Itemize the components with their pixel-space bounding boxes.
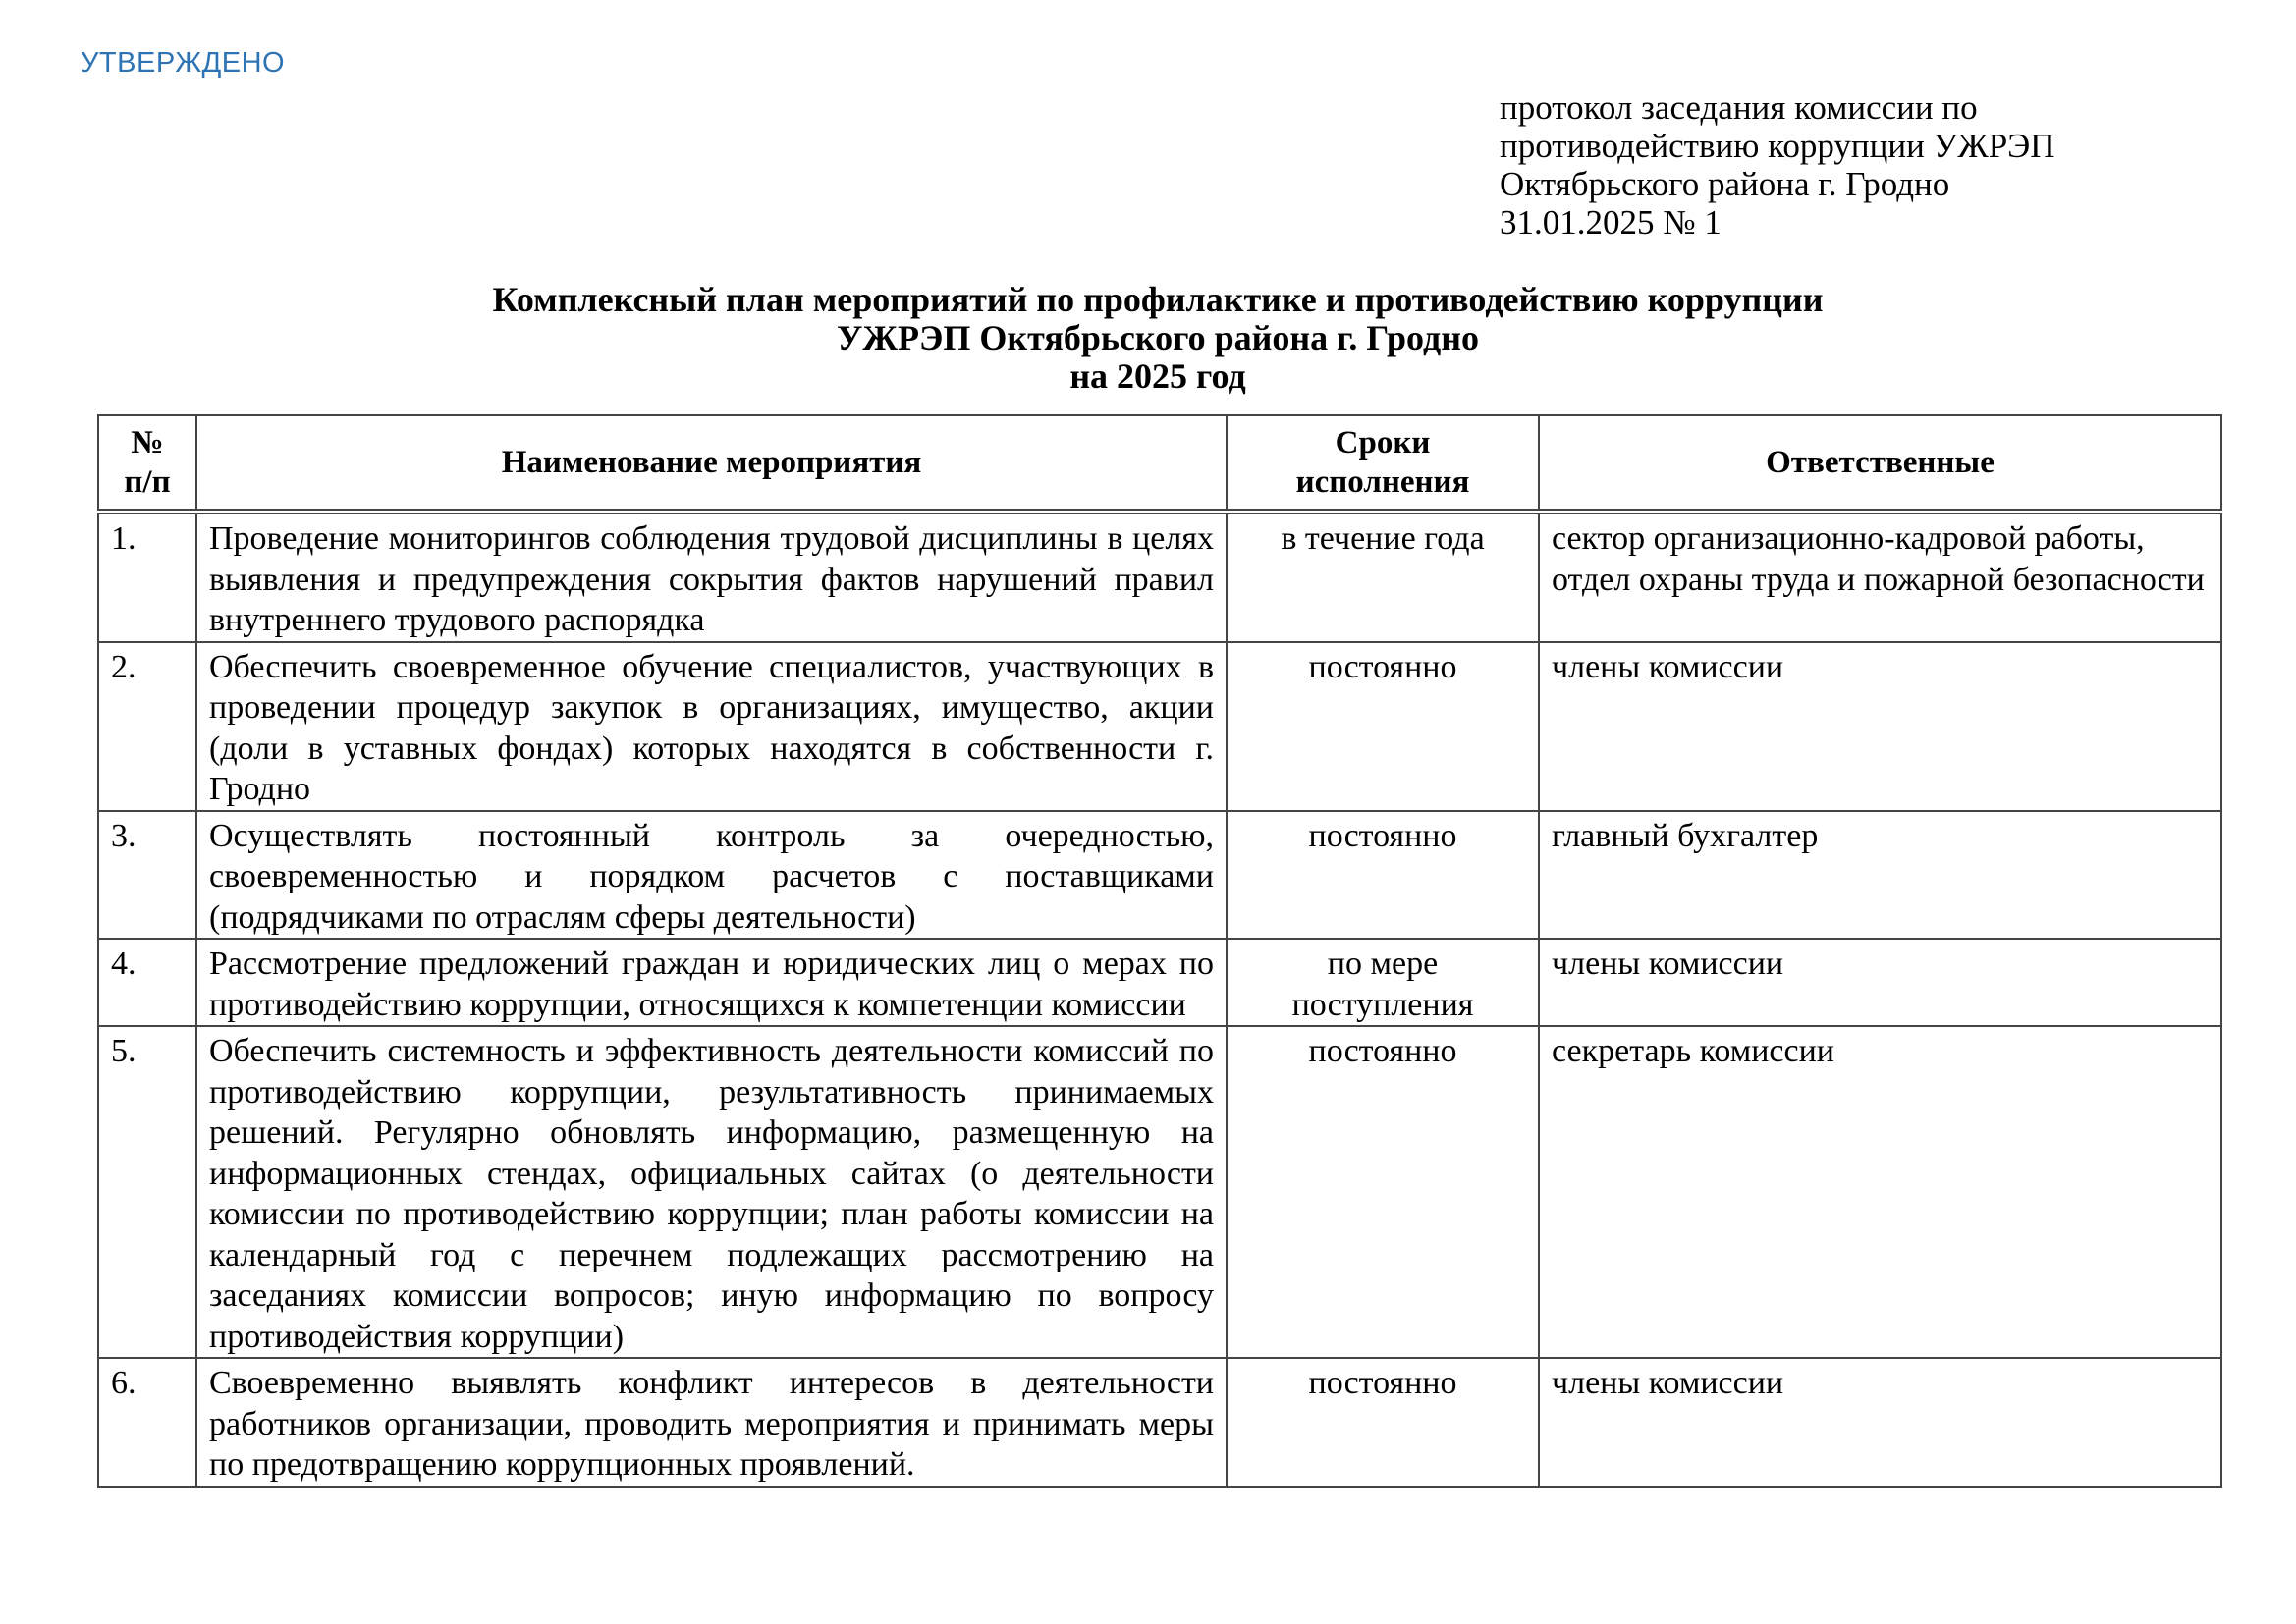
header-deadline-line: Сроки <box>1335 425 1431 460</box>
protocol-date-number: 31.01.2025 № 1 <box>1500 203 1722 242</box>
protocol-line: противодействию коррупции УЖРЭП <box>1500 127 2055 165</box>
title-line: Комплексный план мероприятий по профилактике и противодействию коррупции <box>492 280 1824 319</box>
row-deadline: постоянно <box>1227 811 1539 940</box>
row-deadline: постоянно <box>1227 642 1539 811</box>
row-deadline: постоянно <box>1227 1026 1539 1358</box>
row-deadline: постоянно <box>1227 1358 1539 1487</box>
header-number-line: № <box>131 425 164 460</box>
header-deadline <box>1227 415 1539 512</box>
row-deadline: в течение года <box>1227 512 1539 642</box>
protocol-line: Октябрьского района г. Гродно <box>1500 165 1950 203</box>
row-number: 4. <box>98 939 196 1026</box>
header-number-line: п/п <box>124 464 171 500</box>
table-row <box>98 1358 2221 1487</box>
row-number: 3. <box>98 811 196 940</box>
header-deadline-line: исполнения <box>1295 464 1470 500</box>
title-line: УЖРЭП Октябрьского района г. Гродно <box>837 318 1479 357</box>
row-activity: Осуществлять постоянный контроль за очередностью, своевременностью и порядком расчетов с поставщиками (подрядчиками по отраслям сферы деятельности) <box>196 811 1227 940</box>
protocol-reference <box>1500 88 2190 242</box>
row-activity: Проведение мониторингов соблюдения трудовой дисциплины в целях выявления и предупреждения сокрытия фактов нарушений правил внутреннего трудового распорядка <box>196 512 1227 642</box>
protocol-line: протокол заседания комиссии по <box>1500 88 1978 127</box>
table-row <box>98 1026 2221 1358</box>
row-number: 1. <box>98 512 196 642</box>
table-row <box>98 512 2221 642</box>
table-row <box>98 642 2221 811</box>
row-number: 2. <box>98 642 196 811</box>
row-activity: Обеспечить своевременное обучение специалистов, участвующих в проведении процедур закупок в организациях, имущество, акции (доли в уставных фондах) которых находятся в собственности г. Гродно <box>196 642 1227 811</box>
row-activity: Обеспечить системность и эффективность деятельности комиссий по противодействию коррупции, результативность принимаемых решений. Регулярно обновлять информацию, размещенную на информационных стендах, официальных сайтах (о деятельности комиссии по противодействию коррупции; план работы комиссии на календарный год с перечнем подлежащих рассмотрению на заседаниях комиссии вопросов; иную информацию по вопросу противодействия коррупции) <box>196 1026 1227 1358</box>
header-activity: Наименование мероприятия <box>196 415 1227 512</box>
header-number <box>98 415 196 512</box>
row-responsible: главный бухгалтер <box>1539 811 2221 940</box>
header-responsible: Ответственные <box>1539 415 2221 512</box>
row-responsible: члены комиссии <box>1539 642 2221 811</box>
approved-stamp: УТВЕРЖДЕНО <box>81 47 286 79</box>
row-number: 5. <box>98 1026 196 1358</box>
document-title <box>96 281 2219 396</box>
row-number: 6. <box>98 1358 196 1487</box>
title-line: на 2025 год <box>1069 356 1246 396</box>
row-deadline: по мере поступления <box>1227 939 1539 1026</box>
measures-table <box>97 414 2222 1488</box>
row-responsible: члены комиссии <box>1539 1358 2221 1487</box>
row-responsible: сектор организационно-кадровой работы, отдел охраны труда и пожарной безопасности <box>1539 512 2221 642</box>
row-responsible: члены комиссии <box>1539 939 2221 1026</box>
table-header-row <box>98 415 2221 512</box>
row-activity: Своевременно выявлять конфликт интересов в деятельности работников организации, проводить мероприятия и принимать меры по предотвращению коррупционных проявлений. <box>196 1358 1227 1487</box>
row-activity: Рассмотрение предложений граждан и юридических лиц о мерах по противодействию коррупции, относящихся к компетенции комиссии <box>196 939 1227 1026</box>
table-row <box>98 939 2221 1026</box>
row-responsible: секретарь комиссии <box>1539 1026 2221 1358</box>
table-row <box>98 811 2221 940</box>
